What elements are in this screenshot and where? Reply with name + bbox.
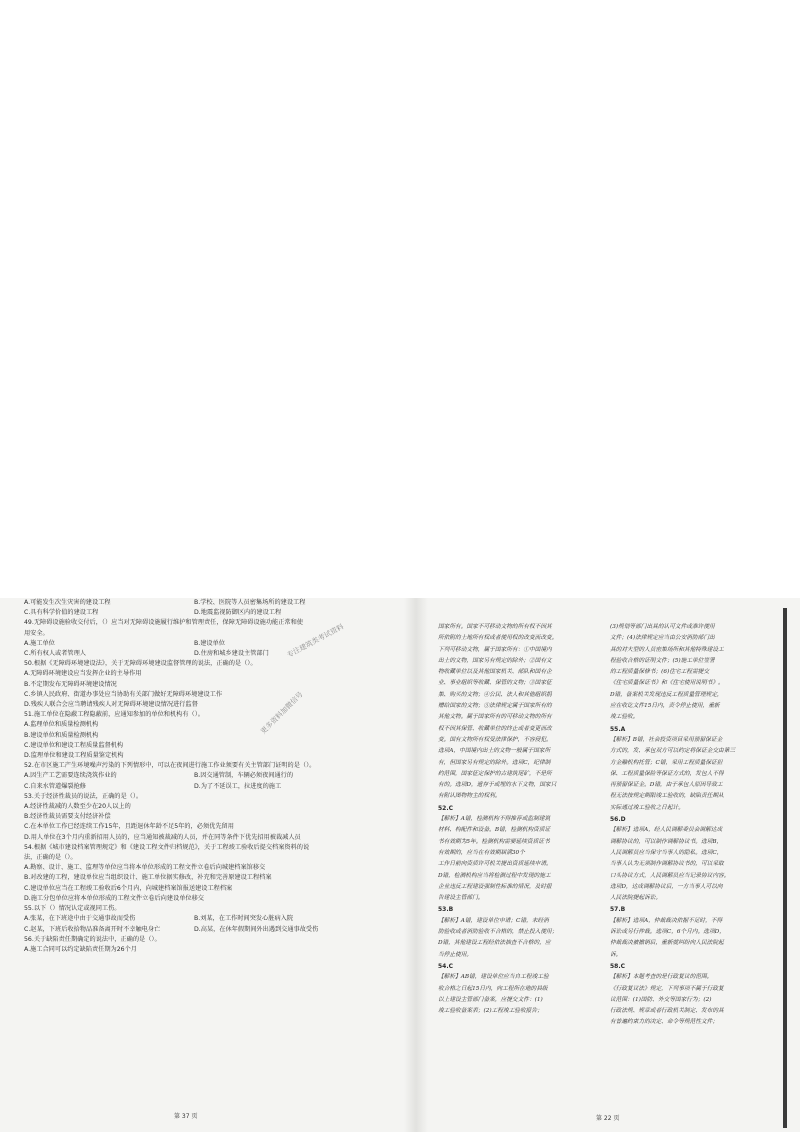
option-text: D.住房和城乡建设主管部门 bbox=[194, 650, 269, 658]
explanation-line: 企业违反工程建设强制性标准的情况，及时报 bbox=[438, 883, 552, 890]
explanation-line: 《住宅质量保证书》和《住宅使用说明书》。 bbox=[610, 680, 724, 687]
question-line: C.在本单位工作已经连续工作15年，且距退休年龄不足5年的，必须优先留用 bbox=[24, 823, 234, 831]
answer-column-a bbox=[438, 622, 606, 1017]
explanation-line: 当事人认为无须制作调解协议书的，可以采取 bbox=[610, 861, 724, 868]
explanation-line: 方式的，发、承包双方可以约定将保证金交由第三 bbox=[610, 748, 736, 755]
explanation-line: 【解析】选项A，经人民调解委员会调解达成 bbox=[610, 827, 723, 834]
option-text: B.刘某，在工作时间突发心脏病入院 bbox=[194, 915, 294, 923]
question-line: B.经济性裁员需要支付经济补偿 bbox=[24, 813, 111, 821]
question-line: A.施工合同可以约定缺陷责任期为26个月 bbox=[24, 945, 137, 953]
explanation-line: 下列可移动文物，属于国家所有：①中国境内 bbox=[438, 646, 552, 653]
option-row bbox=[24, 639, 402, 649]
explanation-line: 国家所有。国家不可移动文物的所有权不因其 bbox=[438, 624, 552, 630]
explanation-line: D错，备案机关发现违反工程质量管理规定， bbox=[610, 691, 723, 698]
option-text: B.因交通管制，车辆必须夜间通行的 bbox=[194, 772, 294, 780]
option-text: A.可能发生次生灾害的建设工程 bbox=[24, 599, 111, 606]
explanation-line: 保、工程质量保险等保证方式的，发包人不得 bbox=[610, 770, 724, 777]
explanation-line: 【解析】AB错，建设单位应当自工程竣工验 bbox=[438, 974, 549, 981]
explanation-line: 以上建设主管部门备案，应提交文件：(1) bbox=[438, 996, 543, 1003]
explanation-line: 选项A，中国境内出土的文物一般属于国家所 bbox=[438, 748, 551, 755]
explanation-line: 人民调解员应当保守当事人的隐私。选项C， bbox=[610, 849, 723, 856]
explanation-line: 程验收合格的证明文件；(5)施工单位签署 bbox=[610, 657, 715, 664]
question-line: D.施工分包单位应将本单位形成的工程文件立卷后向建设单位移交 bbox=[24, 894, 204, 902]
watermark-text-1: 更多资料加微信号 bbox=[259, 690, 305, 736]
explanation-line: 防验收或者消防验收不合格的，禁止投入使用； bbox=[438, 929, 558, 936]
option-row bbox=[24, 608, 402, 618]
explanation-line: 收合格之日起15日内，向工程所在地的县级 bbox=[438, 985, 548, 992]
question-line: C.乡镇人民政府、街道办事处应当协助有关部门做好无障碍环境建设工作 bbox=[24, 690, 223, 698]
explanation-line: 工作日前向资质许可机关提出资质延续申请。 bbox=[438, 861, 552, 868]
explanation-line: 书有效期为5年。检测机构需要延续资质证书 bbox=[438, 838, 550, 845]
explanation-line: 约范围，国家征定保护的古建筑尾矿，不是所 bbox=[438, 770, 552, 777]
explanation-line: 其他文物。属于国家所有的可移动文物的所有 bbox=[438, 714, 552, 721]
explanation-line: 程无法按规定期限竣工验收的，缺陷责任期从 bbox=[610, 793, 724, 800]
explanation-line: 材料、构配件和设备。B错，检测机构资质证 bbox=[438, 827, 551, 834]
explanation-line: 《行政复议法》规定，下列事项不属于行政复 bbox=[610, 985, 724, 992]
question-line: C.建设单位和建设工程质量监督机构 bbox=[24, 741, 124, 749]
explanation-line: 口头协议方式，人民调解员应当记录协议内容。 bbox=[610, 872, 730, 879]
watermark-text-2: 专注建筑类考试资料 bbox=[285, 622, 346, 660]
explanation-line: (3)规划等部门出具的认可文件或准许使用 bbox=[610, 624, 715, 630]
explanation-line: 有普遍约束力的决定、命令等规范性文件； bbox=[610, 1019, 719, 1026]
option-text: B.建设单位 bbox=[194, 639, 225, 647]
question-line: A.无障碍环境建设应当发挥企业的主导作用 bbox=[24, 670, 142, 678]
option-text: D.高某，在休年假期间外出遇到交通事故受伤 bbox=[194, 925, 319, 933]
explanation-line: 实际通过竣工验收之日起计。 bbox=[610, 804, 684, 811]
answer-number: 57.B bbox=[610, 906, 626, 914]
option-row bbox=[24, 782, 402, 792]
explanation-line: 诉。 bbox=[610, 951, 622, 958]
question-line: 54.根据《城市建设档案管理规定》和《建设工程文件归档规范》，关于工程竣工验收后提交档案资料的说 bbox=[24, 843, 310, 851]
answer-number: 52.C bbox=[438, 804, 454, 812]
explanation-line: 议范围：(1)国防、外交等国家行为；(2) bbox=[610, 996, 712, 1003]
explanation-line: 【解析】本题考查的是行政复议的范围。 bbox=[610, 974, 713, 981]
answer-number: 56.D bbox=[610, 816, 626, 824]
explanation-line: 集、购买的文物；④公民、法人和其他组织捐 bbox=[438, 691, 552, 698]
question-line: D.用人单位在3个月内重新招用人员的，应当通知被裁减的人员，并在同等条件下优先招用被裁减人员 bbox=[24, 833, 301, 841]
explanation-line: 再预留保证金。D错，由于承包人原因导致工 bbox=[610, 782, 723, 789]
explanation-line: 出土的文物，国家另有规定的除外；②国有文 bbox=[438, 657, 552, 664]
explanation-line: 的工程质量保修书；(6)住宅工程需提交 bbox=[610, 669, 710, 676]
question-line: 用安全。 bbox=[24, 629, 49, 637]
book-gutter bbox=[404, 598, 428, 1132]
explanation-line: 诉讼或另行仲裁。选项C，6个月内。选项D， bbox=[610, 929, 725, 936]
explanation-line: 告建设主管部门。 bbox=[438, 895, 484, 902]
right-page-number: 第 22 页 bbox=[596, 1115, 620, 1122]
option-row bbox=[24, 771, 402, 781]
question-line: 56.关于缺陷责任期确定的说法中，正确的是（）。 bbox=[24, 935, 161, 943]
option-text: A.因生产工艺需要连续浇筑作业的 bbox=[24, 772, 117, 780]
explanation-line: 【解析】B错，社会投资项目采用预留保证金 bbox=[610, 736, 723, 743]
book-spread bbox=[0, 598, 800, 1132]
answer-number: 58.C bbox=[610, 962, 626, 970]
explanation-line: 权不因其保管、收藏单位的终止或者变更而改 bbox=[438, 725, 552, 732]
explanation-line: 选项D，达成调解协议后，一方当事人可以向 bbox=[610, 883, 723, 890]
explanation-line: 当停止使用。 bbox=[438, 951, 473, 958]
explanation-line: 物收藏单位以及其他国家机关、部队和国有企 bbox=[438, 669, 552, 676]
question-line: 50.根据《无障碍环境建设法》，关于无障碍环境建设监督管理的说法，正确的是（）。 bbox=[24, 660, 257, 668]
explanation-line: D错，其他建设工程经依法抽查不合格的，应 bbox=[438, 940, 551, 947]
option-text: D.为了不延误工，拉进度的施工 bbox=[194, 782, 282, 790]
option-text: C.自来水管道爆裂抢修 bbox=[24, 782, 86, 790]
explanation-line: 所依附的土地所有权或者使用权的改变而改变。 bbox=[438, 635, 558, 642]
explanation-line: 有，但国家另有规定的除外。选项C，纪律制 bbox=[438, 759, 551, 766]
question-line: 53.关于经济性裁员的说法，正确的是（）。 bbox=[24, 792, 143, 800]
question-line: A.勘察、设计、施工、监理等单位应当将本单位形成的工程文件立卷后向城建档案馆移交 bbox=[24, 864, 266, 872]
explanation-line: 竣工验收。 bbox=[610, 714, 639, 721]
question-line: 法，正确的是（）。 bbox=[24, 854, 77, 862]
question-line: D.监理单位和建设工程质量鉴定机构 bbox=[24, 752, 124, 760]
right-page bbox=[430, 598, 790, 1132]
explanation-line: 应在收讫文件15日内，责令停止使用，重新 bbox=[610, 703, 720, 710]
explanation-line: 具的对大型的人员密集场所和其他特殊建设工 bbox=[610, 646, 724, 653]
option-text: B.学校、医院等人员密集场所的建设工程 bbox=[194, 599, 306, 606]
question-line: 51.施工单位在隐蔽工程隐蔽前，应通知参加的单位和机构有（）。 bbox=[24, 711, 204, 719]
answer-column-b bbox=[610, 622, 778, 1029]
option-text: D.地震监视防御区内的建设工程 bbox=[194, 609, 282, 617]
option-row bbox=[24, 925, 402, 935]
question-line: A.经济性裁减的人数至少在20人以上的 bbox=[24, 803, 131, 811]
explanation-line: 有的。选项D，遗存于或埋的水下文物，国家只 bbox=[438, 782, 557, 789]
question-line: 55.以下（）情况认定或视同工伤。 bbox=[24, 905, 121, 913]
explanation-line: 赠给国家的文物；⑤法律规定属于国家所有的 bbox=[438, 703, 552, 710]
explanation-line: 人民法院提起诉讼。 bbox=[610, 895, 662, 902]
answer-number: 53.B bbox=[438, 906, 454, 914]
explanation-line: D错，检测机构应当将检测过程中发现的施工 bbox=[438, 872, 551, 879]
option-text: C.具有科学价值的建设工程 bbox=[24, 609, 99, 617]
question-line: B.不定期发布无障碍环境建设情况 bbox=[24, 680, 117, 688]
question-line: B.对改建的工程，建设单位应当组织设计、施工单位据实修改，补充和完善原建设工程档案 bbox=[24, 874, 272, 882]
answer-number: 55.A bbox=[610, 725, 626, 733]
explanation-line: 竣工验收备案表；(2)工程竣工验收报告； bbox=[438, 1008, 543, 1015]
question-line: 52.在市区施工产生环境噪声污染的下列情形中，可以在夜间进行施工作业须要有关主管部门证明的是（）。 bbox=[24, 762, 316, 770]
explanation-line: 仲裁裁决被撤销后，重新就纠纷向人民法院起 bbox=[610, 940, 724, 947]
left-question-lines bbox=[24, 598, 402, 955]
answer-number: 54.C bbox=[438, 962, 454, 970]
option-text: A.施工单位 bbox=[24, 639, 55, 647]
explanation-line: 【解析】A错，建设单位申请；C错，未经消 bbox=[438, 917, 549, 924]
question-line: A.监理单位和质量检测机构 bbox=[24, 721, 99, 729]
question-line: 49.无障碍设施验收交付后，（）应当对无障碍设施履行维护和管理责任，保障无障碍设施功能正常和使 bbox=[24, 619, 303, 627]
left-page bbox=[24, 598, 402, 1132]
option-row bbox=[24, 914, 402, 924]
option-text: C.所有权人或者管理人 bbox=[24, 650, 86, 658]
page-edge-shadow bbox=[783, 608, 787, 1128]
explanation-line: 方金融机构托管；C错，采用工程质量保证担 bbox=[610, 759, 723, 766]
explanation-line: 变。国有文物所有权受法律保护，不容侵犯。 bbox=[438, 736, 552, 743]
question-line: C.建设单位应当在工程竣工验收后6个月内，向城建档案馆报送建设工程档案 bbox=[24, 884, 233, 892]
explanation-line: 行政法规、规章或者行政机关制定、发布的具 bbox=[610, 1008, 724, 1015]
option-text: A.张某，在下班途中由于交通事故而受伤 bbox=[24, 915, 136, 923]
question-line: D.残疾人联合会应当聘请残疾人对无障碍环境建设情况进行监督 bbox=[24, 701, 198, 709]
explanation-line: 业、事业组织等收藏、保管的文物；③国家征 bbox=[438, 680, 552, 687]
option-row bbox=[24, 649, 402, 659]
explanation-line: 【解析】选项A，仲裁裁决依据不足时，不得 bbox=[610, 917, 723, 924]
option-text: C.赵某，下班后收拾物品准备离开时不幸触电身亡 bbox=[24, 925, 161, 933]
explanation-line: 【解析】A错，检测机构不得推荐或监制建筑 bbox=[438, 816, 551, 823]
option-row bbox=[24, 598, 402, 608]
explanation-line: 有效期的，应当在有效期届满30个 bbox=[438, 849, 525, 856]
explanation-line: 有附认图物物主的权利。 bbox=[438, 793, 501, 800]
question-line: B.建设单位和质量检测机构 bbox=[24, 731, 99, 739]
explanation-line: 文件；(4)法律规定应当由公安消防部门出 bbox=[610, 635, 715, 642]
left-page-number: 第 37 页 bbox=[174, 1112, 198, 1120]
explanation-line: 调解协议的，可以制作调解协议书。选项B， bbox=[610, 838, 723, 845]
